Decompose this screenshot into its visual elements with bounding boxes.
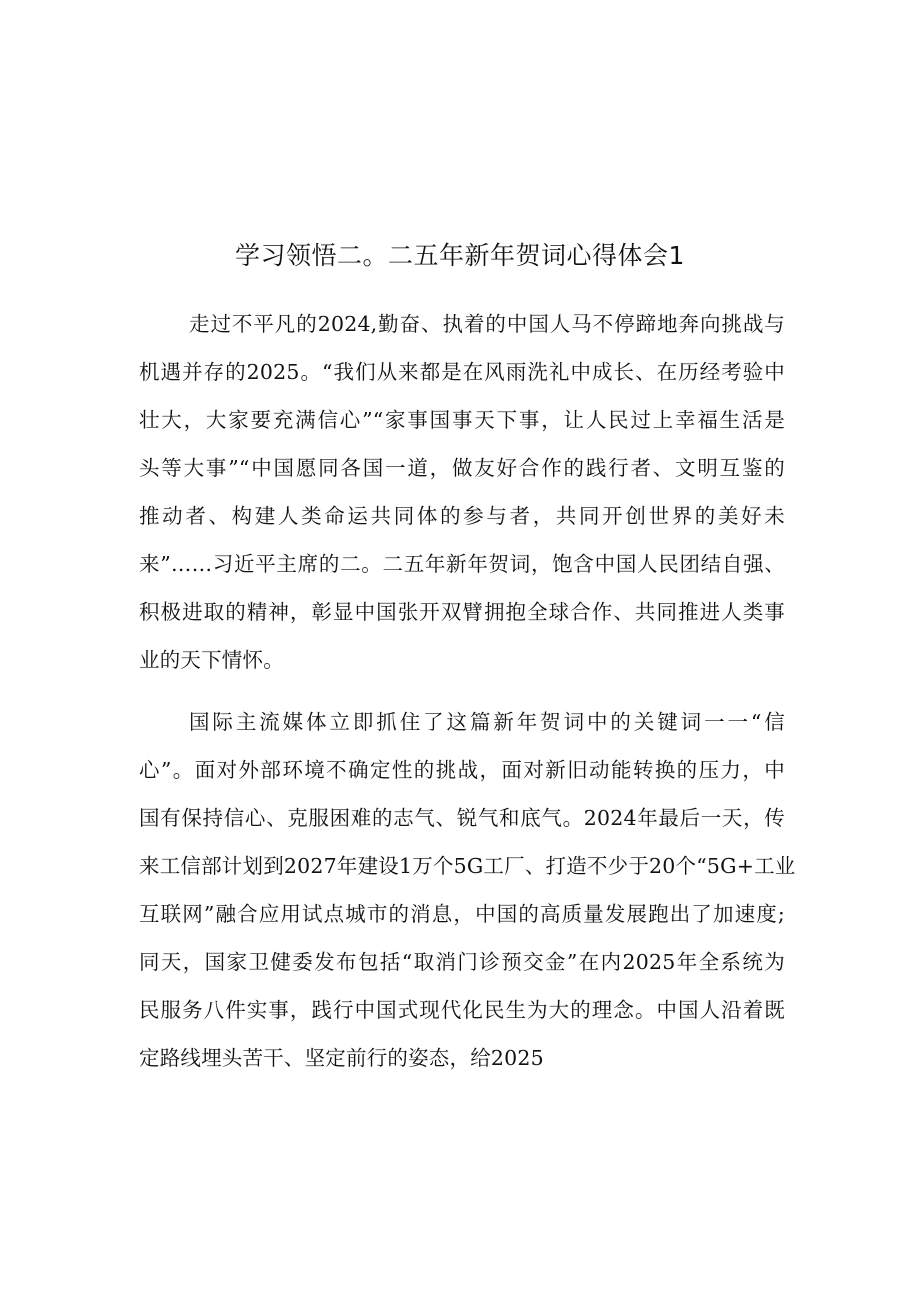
paragraph-line: 同天，国家卫健委发布包括“取消门诊预交金”在内2025年全系统为 <box>139 950 785 974</box>
paragraph-line: 机遇并存的2025。“我们从来都是在风雨洗礼中成长、在历经考验中 <box>139 360 785 384</box>
document-body <box>139 300 796 1082</box>
paragraph <box>139 698 796 1082</box>
paragraph-line: 头等大事”“中国愿同各国一道，做友好合作的践行者、文明互鉴的 <box>139 456 785 480</box>
paragraph-line: 业的天下情怀。 <box>139 648 284 672</box>
paragraph-line: 推动者、构建人类命运共同体的参与者，共同开创世界的美好未 <box>139 504 785 528</box>
paragraph-line: 来”……习近平主席的二。二五年新年贺词，饱含中国人民团结自强、 <box>139 552 785 576</box>
paragraph-line: 心”。面对外部环境不确定性的挑战，面对新旧动能转换的压力，中 <box>139 758 785 782</box>
paragraph-line: 民服务八件实事，践行中国式现代化民生为大的理念。中国人沿着既 <box>139 998 785 1022</box>
paragraph-spacer <box>139 684 785 698</box>
paragraph-line: 国际主流媒体立即抓住了这篇新年贺词中的关键词一一“信 <box>189 710 785 734</box>
paragraph-line: 互联网”融合应用试点城市的消息，中国的高质量发展跑出了加速度; <box>139 902 785 926</box>
paragraph-line: 走过不平凡的2024,勤奋、执着的中国人马不停蹄地奔向挑战与 <box>189 312 785 336</box>
document-title: 学习领悟二。二五年新年贺词心得体会1 <box>235 241 685 270</box>
paragraph-line: 国有保持信心、克服困难的志气、锐气和底气。2024年最后一天，传 <box>139 806 785 830</box>
paragraph-line: 壮大，大家要充满信心”“家事国事天下事，让人民过上幸福生活是 <box>139 408 785 432</box>
paragraph <box>139 300 785 684</box>
paragraph-line: 定路线埋头苦干、坚定前行的姿态，给2025 <box>139 1046 544 1070</box>
paragraph-line: 积极进取的精神，彰显中国张开双臂拥抱全球合作、共同推进人类事 <box>139 600 785 624</box>
paragraph-line: 来工信部计划到2027年建设1万个5G工厂、打造不少于20个“5G+工业 <box>139 854 796 878</box>
